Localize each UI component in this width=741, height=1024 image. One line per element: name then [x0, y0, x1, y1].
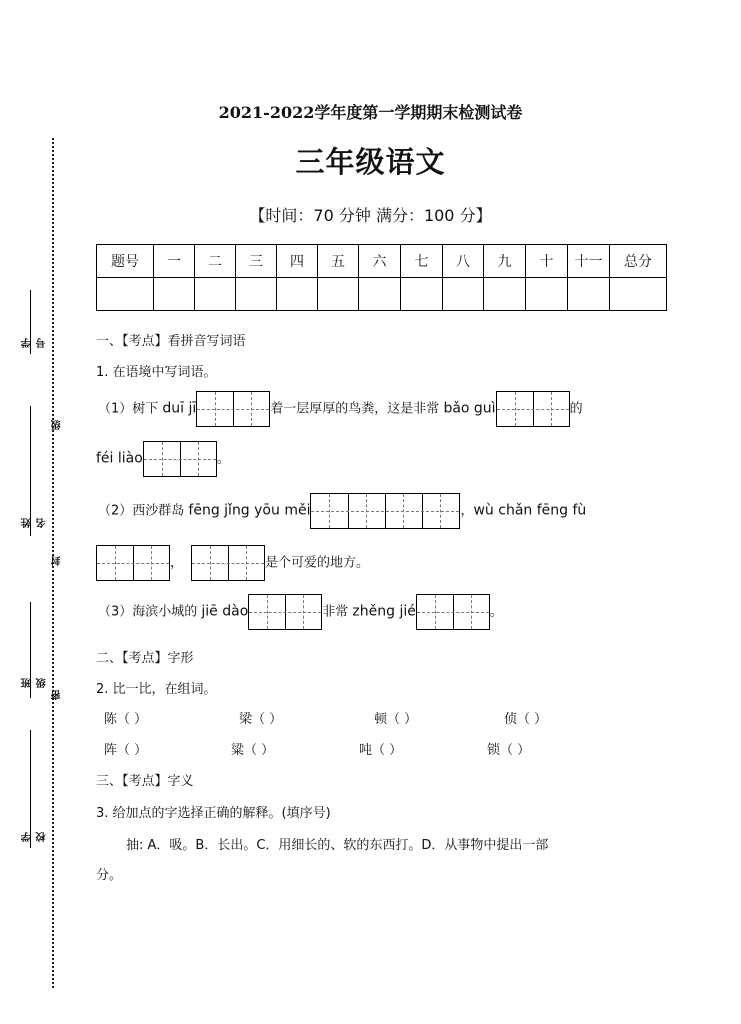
answer-grid-bao-gui[interactable]	[496, 391, 570, 427]
sentence-1-line-2	[96, 441, 230, 477]
compare-row-1-item: 梁（ ）	[239, 712, 283, 727]
question-2: 2. 比一比，在组词。	[96, 682, 217, 697]
answer-grid-wu-chan[interactable]	[96, 545, 170, 581]
question-1: 1. 在语境中写词语。	[96, 365, 217, 380]
score-cell[interactable]	[318, 278, 359, 311]
compare-row-1-item: 陈（ ）	[104, 712, 148, 727]
definition-line-2: 分。	[96, 868, 123, 883]
header-cell: 一	[154, 245, 195, 278]
seal-mark-ji: 级	[52, 420, 63, 430]
score-cell[interactable]	[401, 278, 443, 311]
s2-prefix: （2）西沙群岛	[98, 503, 189, 519]
score-cell[interactable]	[236, 278, 277, 311]
s2-pinyin-1: fēng jǐng yōu měi	[188, 502, 311, 519]
header-cell: 九	[484, 245, 526, 278]
score-cell[interactable]	[97, 278, 154, 311]
section1-heading: 一、【考点】看拼音写词语	[96, 334, 246, 349]
score-cell[interactable]	[443, 278, 484, 311]
s2-comma: ，	[460, 503, 474, 519]
sentence-2-line-2	[96, 545, 369, 581]
score-cell[interactable]	[154, 278, 195, 311]
score-cell[interactable]	[484, 278, 526, 311]
s1-pinyin-2: bǎo guì	[443, 400, 496, 417]
s2-pinyin-2: wù chǎn fēng fù	[473, 502, 587, 519]
header-cell: 题号	[97, 245, 154, 278]
header-cell: 四	[277, 245, 318, 278]
answer-grid-feng-fu[interactable]	[191, 545, 265, 581]
question-3: 3. 给加点的字选择正确的解释。(填序号)	[96, 806, 331, 821]
seal-mark-feng: 封	[52, 556, 63, 566]
header-cell: 十一	[568, 245, 610, 278]
answer-grid-fei-liao[interactable]	[143, 441, 217, 477]
s1-prefix: （1）树下	[98, 401, 163, 417]
section2-heading: 二、【考点】字形	[96, 651, 194, 666]
header-cell: 三	[236, 245, 277, 278]
compare-row-2-item: 粱（ ）	[231, 743, 275, 758]
header-cell: 十	[526, 245, 568, 278]
header-cell: 六	[359, 245, 401, 278]
score-cell[interactable]	[195, 278, 236, 311]
compare-row-1-item: 侦（ ）	[504, 712, 548, 727]
student-id-label: 学号	[22, 338, 48, 348]
answer-grid-feng-jing-you-mei[interactable]	[310, 493, 460, 529]
seal-mark-mi: 密	[52, 690, 63, 700]
s1-end: 的	[569, 401, 583, 417]
s3-end: 。	[489, 604, 503, 620]
school-blank	[30, 730, 31, 848]
compare-row-2-item: 吨（ ）	[359, 743, 403, 758]
answer-grid-jie-dao[interactable]	[248, 594, 322, 630]
score-cell[interactable]	[568, 278, 610, 311]
s3-prefix: （3）海滨小城的	[98, 604, 202, 620]
header-cell: 总分	[610, 245, 667, 278]
s3-middle: 非常	[322, 604, 353, 620]
s2-end: 是个可爱的地方。	[265, 555, 370, 571]
score-table-input-row	[97, 278, 667, 311]
s3-pinyin-2: zhěng jié	[352, 603, 416, 620]
name-blank	[30, 406, 31, 536]
answer-grid-zheng-jie[interactable]	[416, 594, 490, 630]
class-label: 班级	[22, 678, 48, 688]
score-cell[interactable]	[610, 278, 667, 311]
header-cell: 七	[401, 245, 443, 278]
header-cell: 八	[443, 245, 484, 278]
time-score-info: 【时间：70 分钟 满分：100 分】	[249, 206, 492, 225]
s1-pinyin-3: féi liào	[96, 450, 143, 467]
s3-pinyin-1: jiē dào	[201, 603, 249, 620]
sentence-3	[98, 594, 503, 630]
compare-row-1-item: 顿（ ）	[374, 712, 418, 727]
sentence-2-line-1	[98, 493, 586, 529]
sentence-1-line-1	[98, 391, 583, 427]
s2-comma-2: ，	[170, 555, 184, 571]
subject-title: 三年级语文	[295, 145, 446, 179]
score-cell[interactable]	[359, 278, 401, 311]
compare-row-2-item: 锁（ ）	[487, 743, 531, 758]
score-table	[96, 244, 667, 311]
score-cell[interactable]	[277, 278, 318, 311]
score-table-header-row	[97, 245, 667, 278]
header-cell: 二	[195, 245, 236, 278]
s1-pinyin-1: duī jī	[162, 400, 197, 417]
header-cell: 五	[318, 245, 359, 278]
compare-row-2-item: 阵（ ）	[104, 743, 148, 758]
section3-heading: 三、【考点】字义	[96, 774, 194, 789]
exam-title: 2021-2022学年度第一学期期末检测试卷	[218, 103, 523, 122]
school-label: 学校	[22, 832, 48, 842]
score-cell[interactable]	[526, 278, 568, 311]
name-label: 姓名	[22, 518, 48, 528]
definition-line-1: 抽: A．吸。B．长出。C．用细长的、软的东西打。D．从事物中提出一部	[126, 838, 549, 853]
s1-end-2: 。	[216, 451, 230, 467]
answer-grid-dui-ji[interactable]	[196, 391, 270, 427]
s1-middle: 着一层厚厚的鸟粪，这是非常	[270, 401, 444, 417]
